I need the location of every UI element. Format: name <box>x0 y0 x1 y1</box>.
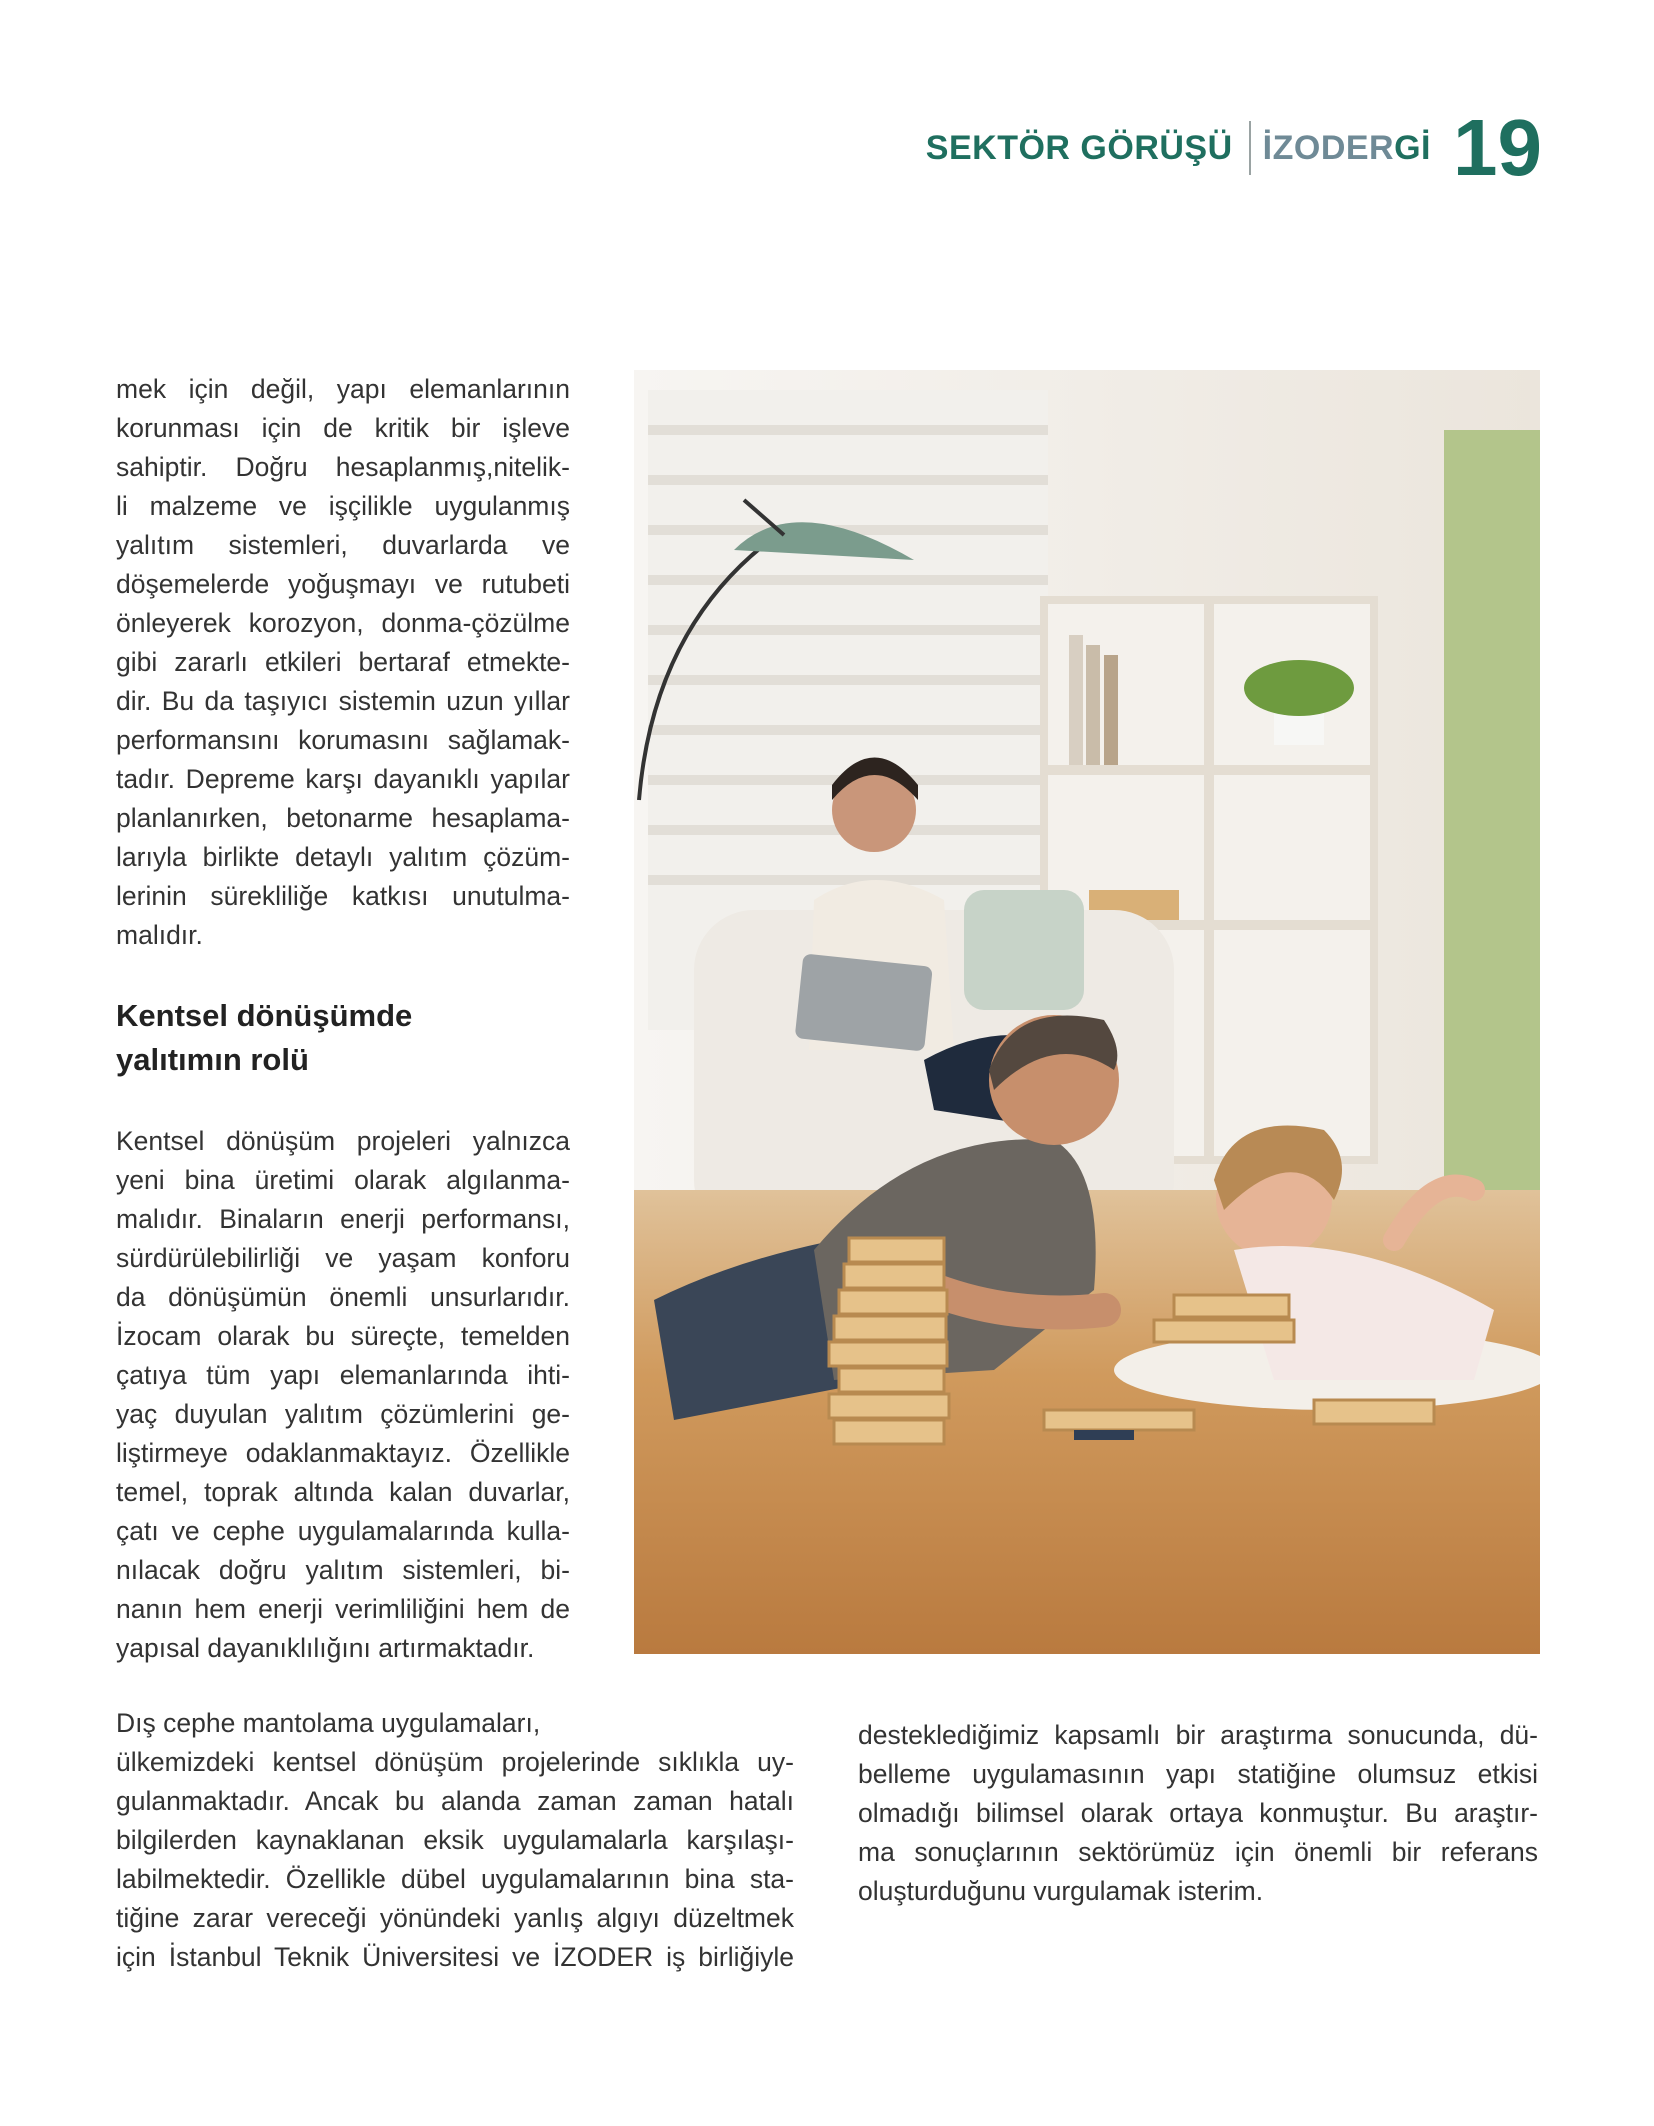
text-line: mek için değil, yapı elemanlarının <box>116 374 570 404</box>
text-line: ma sonuçlarının sektörümüz için önemli bir referans <box>858 1837 1538 1867</box>
text-line: nılacak doğru yalıtım sistemleri, bi- <box>116 1555 570 1585</box>
page-header <box>925 103 1542 192</box>
text-line: performansını korumasını sağlamak- <box>116 725 570 755</box>
paragraph-urban-transformation <box>116 1122 570 1668</box>
heading-line: yalıtımın rolü <box>116 1042 309 1077</box>
text-line: ülkemizdeki kentsel dönüşüm projelerinde sıklıkla uy- <box>116 1747 794 1777</box>
text-line: lerinin sürekliliğe katkısı unutulma- <box>116 881 570 911</box>
text-line: döşemelerde yoğuşmayı ve rutubeti <box>116 569 570 599</box>
text-line: malıdır. Binaların enerji performansı, <box>116 1204 570 1234</box>
text-line: desteklediğimiz kapsamlı bir araştırma sonucunda, dü- <box>858 1720 1538 1750</box>
text-line: oluşturduğunu vurgulamak isterim. <box>858 1876 1264 1906</box>
text-line: tadır. Depreme karşı dayanıklı yapılar <box>116 764 570 794</box>
paragraph-facade-insulation <box>116 1704 794 1977</box>
text-line: planlanırken, betonarme hesaplama- <box>116 803 570 833</box>
magazine-name-prefix: İZODER <box>1262 128 1395 167</box>
paragraph-research-result <box>858 1716 1538 1911</box>
text-line: yeni bina üretimi olarak algılanma- <box>116 1165 570 1195</box>
text-line: Dış cephe mantolama uygulamaları, <box>116 1708 541 1738</box>
text-line: için İstanbul Teknik Üniversitesi ve İZODER iş birliğiyle <box>116 1942 794 1972</box>
magazine-name <box>1263 129 1431 168</box>
heading-line: Kentsel dönüşümde <box>116 998 413 1033</box>
text-line: gibi zararlı etkileri bertaraf etmekte- <box>116 647 570 677</box>
text-line: yaç duyulan yalıtım çözümlerini ge- <box>116 1399 570 1429</box>
text-line: yapısal dayanıklılığını artırmaktadır. <box>116 1633 535 1663</box>
header-divider <box>1249 121 1251 175</box>
text-line: önleyerek korozyon, donma-çözülme <box>116 608 570 638</box>
text-line: Kentsel dönüşüm projeleri yalnızca <box>116 1126 570 1156</box>
text-line: gulanmaktadır. Ancak bu alanda zaman zaman hatalı <box>116 1786 794 1816</box>
section-title: SEKTÖR GÖRÜŞÜ <box>925 128 1233 167</box>
text-line: sahiptir. Doğru hesaplanmış,nitelik- <box>116 452 570 482</box>
paragraph-intro <box>116 370 570 955</box>
text-line: labilmektedir. Özellikle dübel uygulamalarının bina sta- <box>116 1864 794 1894</box>
text-line: yalıtım sistemleri, duvarlarda ve <box>116 530 570 560</box>
section-heading <box>116 994 586 1082</box>
family-photo-illustration <box>634 370 1540 1654</box>
text-line: li malzeme ve işçilikle uygulanmış <box>116 491 570 521</box>
text-line: malıdır. <box>116 920 203 950</box>
text-line: tiğine zarar vereceği yönündeki yanlış algıyı düzeltmek <box>116 1903 794 1933</box>
text-line: korunması için de kritik bir işleve <box>116 413 570 443</box>
text-line: da dönüşümün önemli unsurlarıdır. <box>116 1282 570 1312</box>
text-line: nanın hem enerji verimliliğini hem de <box>116 1594 570 1624</box>
text-line: çatıya tüm yapı elemanlarında ihti- <box>116 1360 570 1390</box>
page-number: 19 <box>1453 103 1542 192</box>
magazine-name-suffix: Gİ <box>1394 128 1432 167</box>
text-line: olmadığı bilimsel olarak ortaya konmuştur. Bu araştır- <box>858 1798 1538 1828</box>
text-line: larıyla birlikte detaylı yalıtım çözüm- <box>116 842 570 872</box>
text-line: sürdürülebilirliği ve yaşam konforu <box>116 1243 570 1273</box>
text-line: belleme uygulamasının yapı statiğine olumsuz etkisi <box>858 1759 1538 1789</box>
text-line: liştirmeye odaklanmaktayız. Özellikle <box>116 1438 570 1468</box>
text-line: çatı ve cephe uygulamalarında kulla- <box>116 1516 570 1546</box>
text-line: bilgilerden kaynaklanan eksik uygulamalarla karşılaşı- <box>116 1825 794 1855</box>
text-line: temel, toprak altında kalan duvarlar, <box>116 1477 570 1507</box>
family-photo <box>634 370 1540 1654</box>
text-line: dir. Bu da taşıyıcı sistemin uzun yıllar <box>116 686 570 716</box>
text-line: İzocam olarak bu süreçte, temelden <box>116 1321 570 1351</box>
